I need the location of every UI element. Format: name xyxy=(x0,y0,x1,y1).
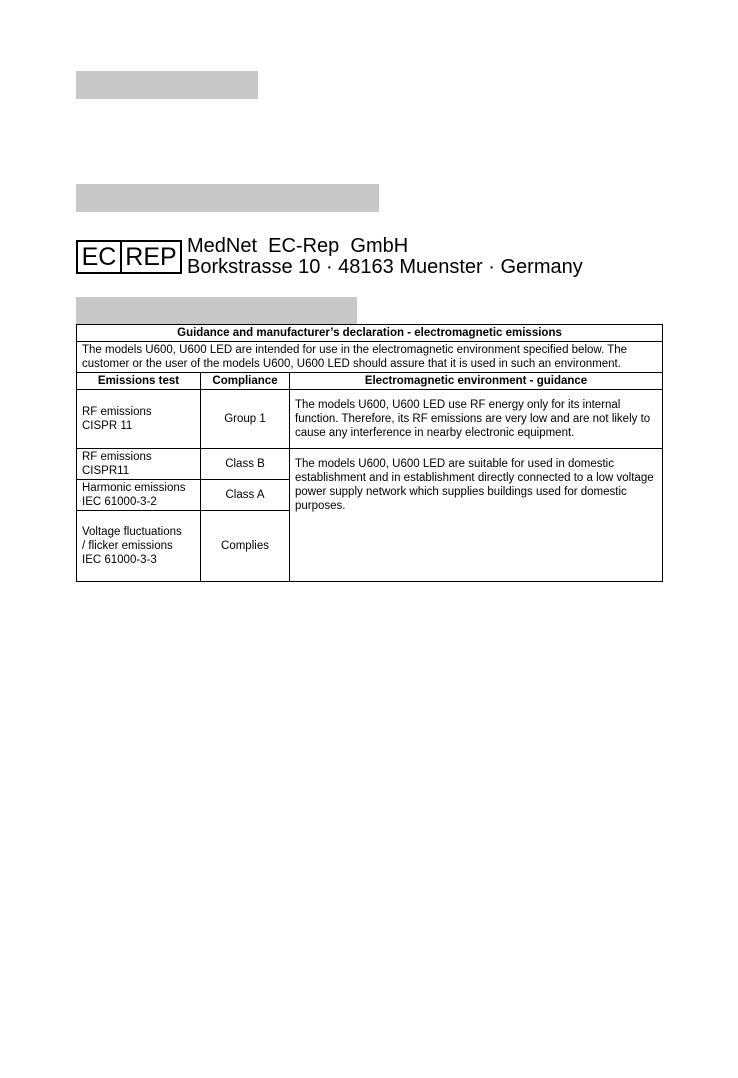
table-row xyxy=(77,449,663,480)
guidance-cell: The models U600, U600 LED use RF energy only for its internal function. Therefore, its RF emissions are very low and are not likely to cause any interference in nearby electronic equipment. xyxy=(290,390,663,449)
ec-rep-symbol xyxy=(76,240,182,274)
section-heading-bar-3 xyxy=(76,297,357,325)
ec-rep-address: Borkstrasse 10 · 48163 Muenster · Germany xyxy=(187,256,583,278)
header-compliance: Compliance xyxy=(201,373,290,390)
compliance-cell: Class B xyxy=(201,449,290,480)
emissions-test-cell: Voltage fluctuations / flicker emissions IEC 61000-3-3 xyxy=(77,511,201,582)
emissions-table xyxy=(76,324,663,582)
section-heading-bar-2 xyxy=(76,184,379,212)
ec-rep-address-block xyxy=(187,236,583,278)
compliance-cell: Group 1 xyxy=(201,390,290,449)
compliance-cell: Complies xyxy=(201,511,290,582)
compliance-cell: Class A xyxy=(201,480,290,511)
ec-rep-company: MedNet EC-Rep GmbH xyxy=(187,235,409,257)
emissions-test-cell: RF emissions CISPR11 xyxy=(77,449,201,480)
table-row xyxy=(77,390,663,449)
emissions-test-cell: RF emissions CISPR 11 xyxy=(77,390,201,449)
table-title: Guidance and manufacturer’s declaration - electromagnetic emissions xyxy=(77,325,663,342)
emissions-test-cell: Harmonic emissions IEC 61000-3-2 xyxy=(77,480,201,511)
section-heading-bar-1 xyxy=(76,71,258,99)
guidance-cell: The models U600, U600 LED are suitable for used in domestic establishment and in establishment directly connected to a low voltage power supply network which supplies buildings used for domestic purposes. xyxy=(290,449,663,582)
header-emissions-test: Emissions test xyxy=(77,373,201,390)
table-intro: The models U600, U600 LED are intended for use in the electromagnetic environment specified below. The customer or the user of the models U600, U600 LED should assure that it is used in such an environment. xyxy=(77,342,663,373)
header-guidance: Electromagnetic environment - guidance xyxy=(290,373,663,390)
rep-label: REP xyxy=(125,242,177,271)
ec-label: EC xyxy=(78,242,122,272)
